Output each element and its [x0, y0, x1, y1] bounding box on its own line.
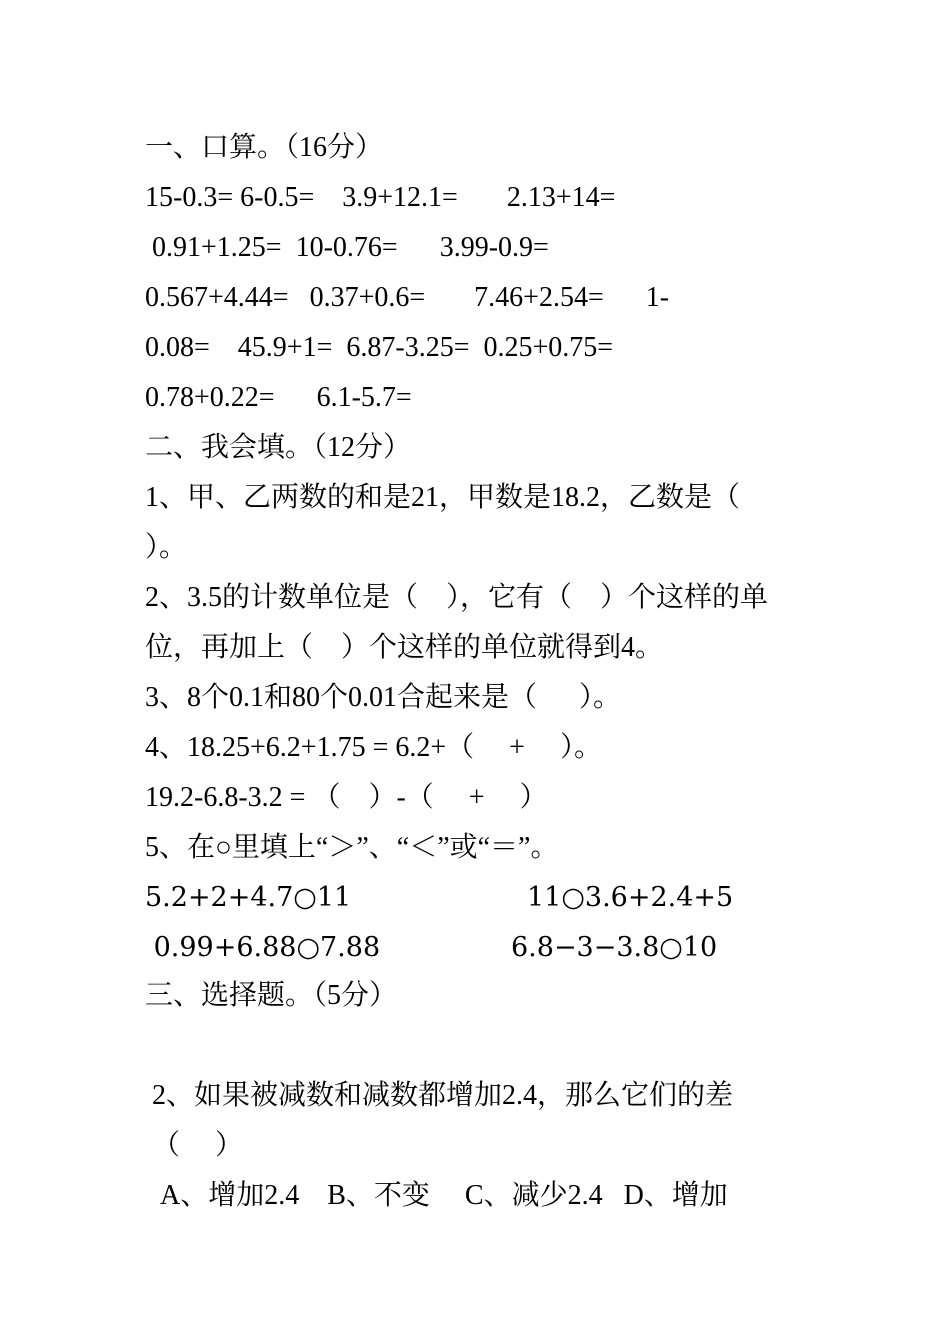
mental-math-row-1: 15-0.3= 6-0.5= 3.9+12.1= 2.13+14= [145, 182, 616, 213]
fill-question-2-line-1: 2、3.5的计数单位是（ ），它有（ ）个这样的单 [145, 582, 769, 613]
fill-question-3: 3、8个0.1和80个0.01合起来是（ ）。 [145, 682, 622, 713]
fill-question-1-line-1: 1、甲、乙两数的和是21，甲数是18.2，乙数是（ [145, 482, 741, 513]
choice-question-2-line-1: 2、如果被减数和减数都增加2.4，那么它们的差 [152, 1080, 734, 1111]
fill-question-2-line-2: 位，再加上（ ）个这样的单位就得到4。 [145, 632, 664, 663]
section-3-heading: 三、选择题。（5分） [145, 980, 398, 1011]
mental-math-row-2: 0.91+1.25= 10-0.76= 3.99-0.9= [145, 232, 549, 263]
fill-question-5: 5、在○里填上“＞”、“＜”或“＝”。 [145, 832, 559, 863]
choice-question-2-options: A、增加2.4 B、不变 C、减少2.4 D、增加 [160, 1180, 728, 1211]
compare-row-1-left: 5.2+2+4.7○11 [145, 882, 352, 913]
compare-row-2-right: 6.8−3−3.8○10 [511, 932, 718, 963]
mental-math-row-3: 0.567+4.44= 0.37+0.6= 7.46+2.54= 1- [145, 282, 670, 313]
choice-question-2-line-2: （ ） [152, 1130, 244, 1161]
section-2-heading: 二、我会填。（12分） [145, 432, 412, 463]
fill-question-1-line-2: ）。 [145, 532, 188, 563]
mental-math-row-4: 0.08= 45.9+1= 6.87-3.25= 0.25+0.75= [145, 332, 614, 363]
fill-question-4-line-2: 19.2-6.8-3.2 = （ ）-（ + ） [145, 782, 548, 813]
section-1-heading: 一、口算。（16分） [145, 132, 384, 163]
fill-question-4-line-1: 4、18.25+6.2+1.75 = 6.2+（ + ）。 [145, 732, 602, 763]
mental-math-row-5: 0.78+0.22= 6.1-5.7= [145, 382, 412, 413]
compare-row-1-right: 11○3.6+2.4+5 [527, 882, 734, 913]
compare-row-2-left: 0.99+6.88○7.88 [145, 932, 381, 963]
